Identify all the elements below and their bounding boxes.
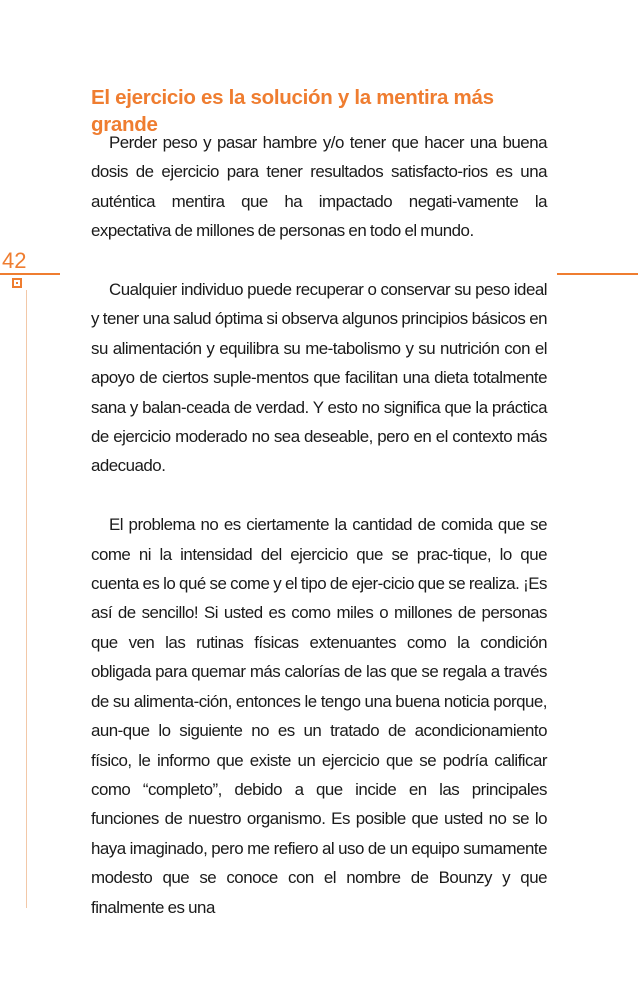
page-number: 42: [2, 248, 27, 273]
margin-vertical-rule: [26, 290, 27, 908]
paragraph-2: Cualquier individuo puede recuperar o conservar su peso ideal y tener una salud óptima si observa algunos principios básicos en su alimentación y equilibra su me-tabolismo y su nutrición con el apoyo de ciertos suple-mentos que facilitan una dieta totalmente sana y balan-ceada de verdad. Y esto no significa que la práctica de ejercicio moderado no sea deseable, pero en el contexto más adecuado.: [91, 280, 547, 476]
section-title: El ejercicio es la solución y la mentira más grande: [91, 85, 494, 136]
article-body: [91, 128, 547, 922]
paragraph-3: El problema no es ciertamente la cantidad de comida que se come ni la intensidad del ejercicio que se prac-tique, lo que cuenta es lo qué se come y el tipo de ejer-cicio que se realiza. ¡Es así de sencillo! Si usted es como miles o millones de personas que ven las rutinas físicas extenuantes como la condición obligada para quemar más calorías de las que se regala a través de su alimenta-ción, entonces le tengo una buena noticia porque, aun-que lo siguiente no es un tratado de acondicionamiento físico, le informo que existe un ejercicio que se podría calificar como “completo”, debido a que incide en las principales funciones de nuestro organismo. Es posible que usted no se lo haya imaginado, pero me refiero al uso de un equipo sumamente modesto que se conoce con el nombre de Bounzy y que finalmente es una: [91, 515, 547, 917]
paragraph-1: Perder peso y pasar hambre y/o tener que hacer una buena dosis de ejercicio para tener resultados satisfacto-rios es una auténtica mentira que ha impactado negati-vamente la expectativa de millones de personas en todo el mundo.: [91, 133, 547, 241]
page-marker-inner: [16, 282, 18, 284]
page-rule-left: [0, 273, 60, 275]
page-marker-icon: [12, 278, 22, 288]
page-rule-right: [557, 273, 638, 275]
